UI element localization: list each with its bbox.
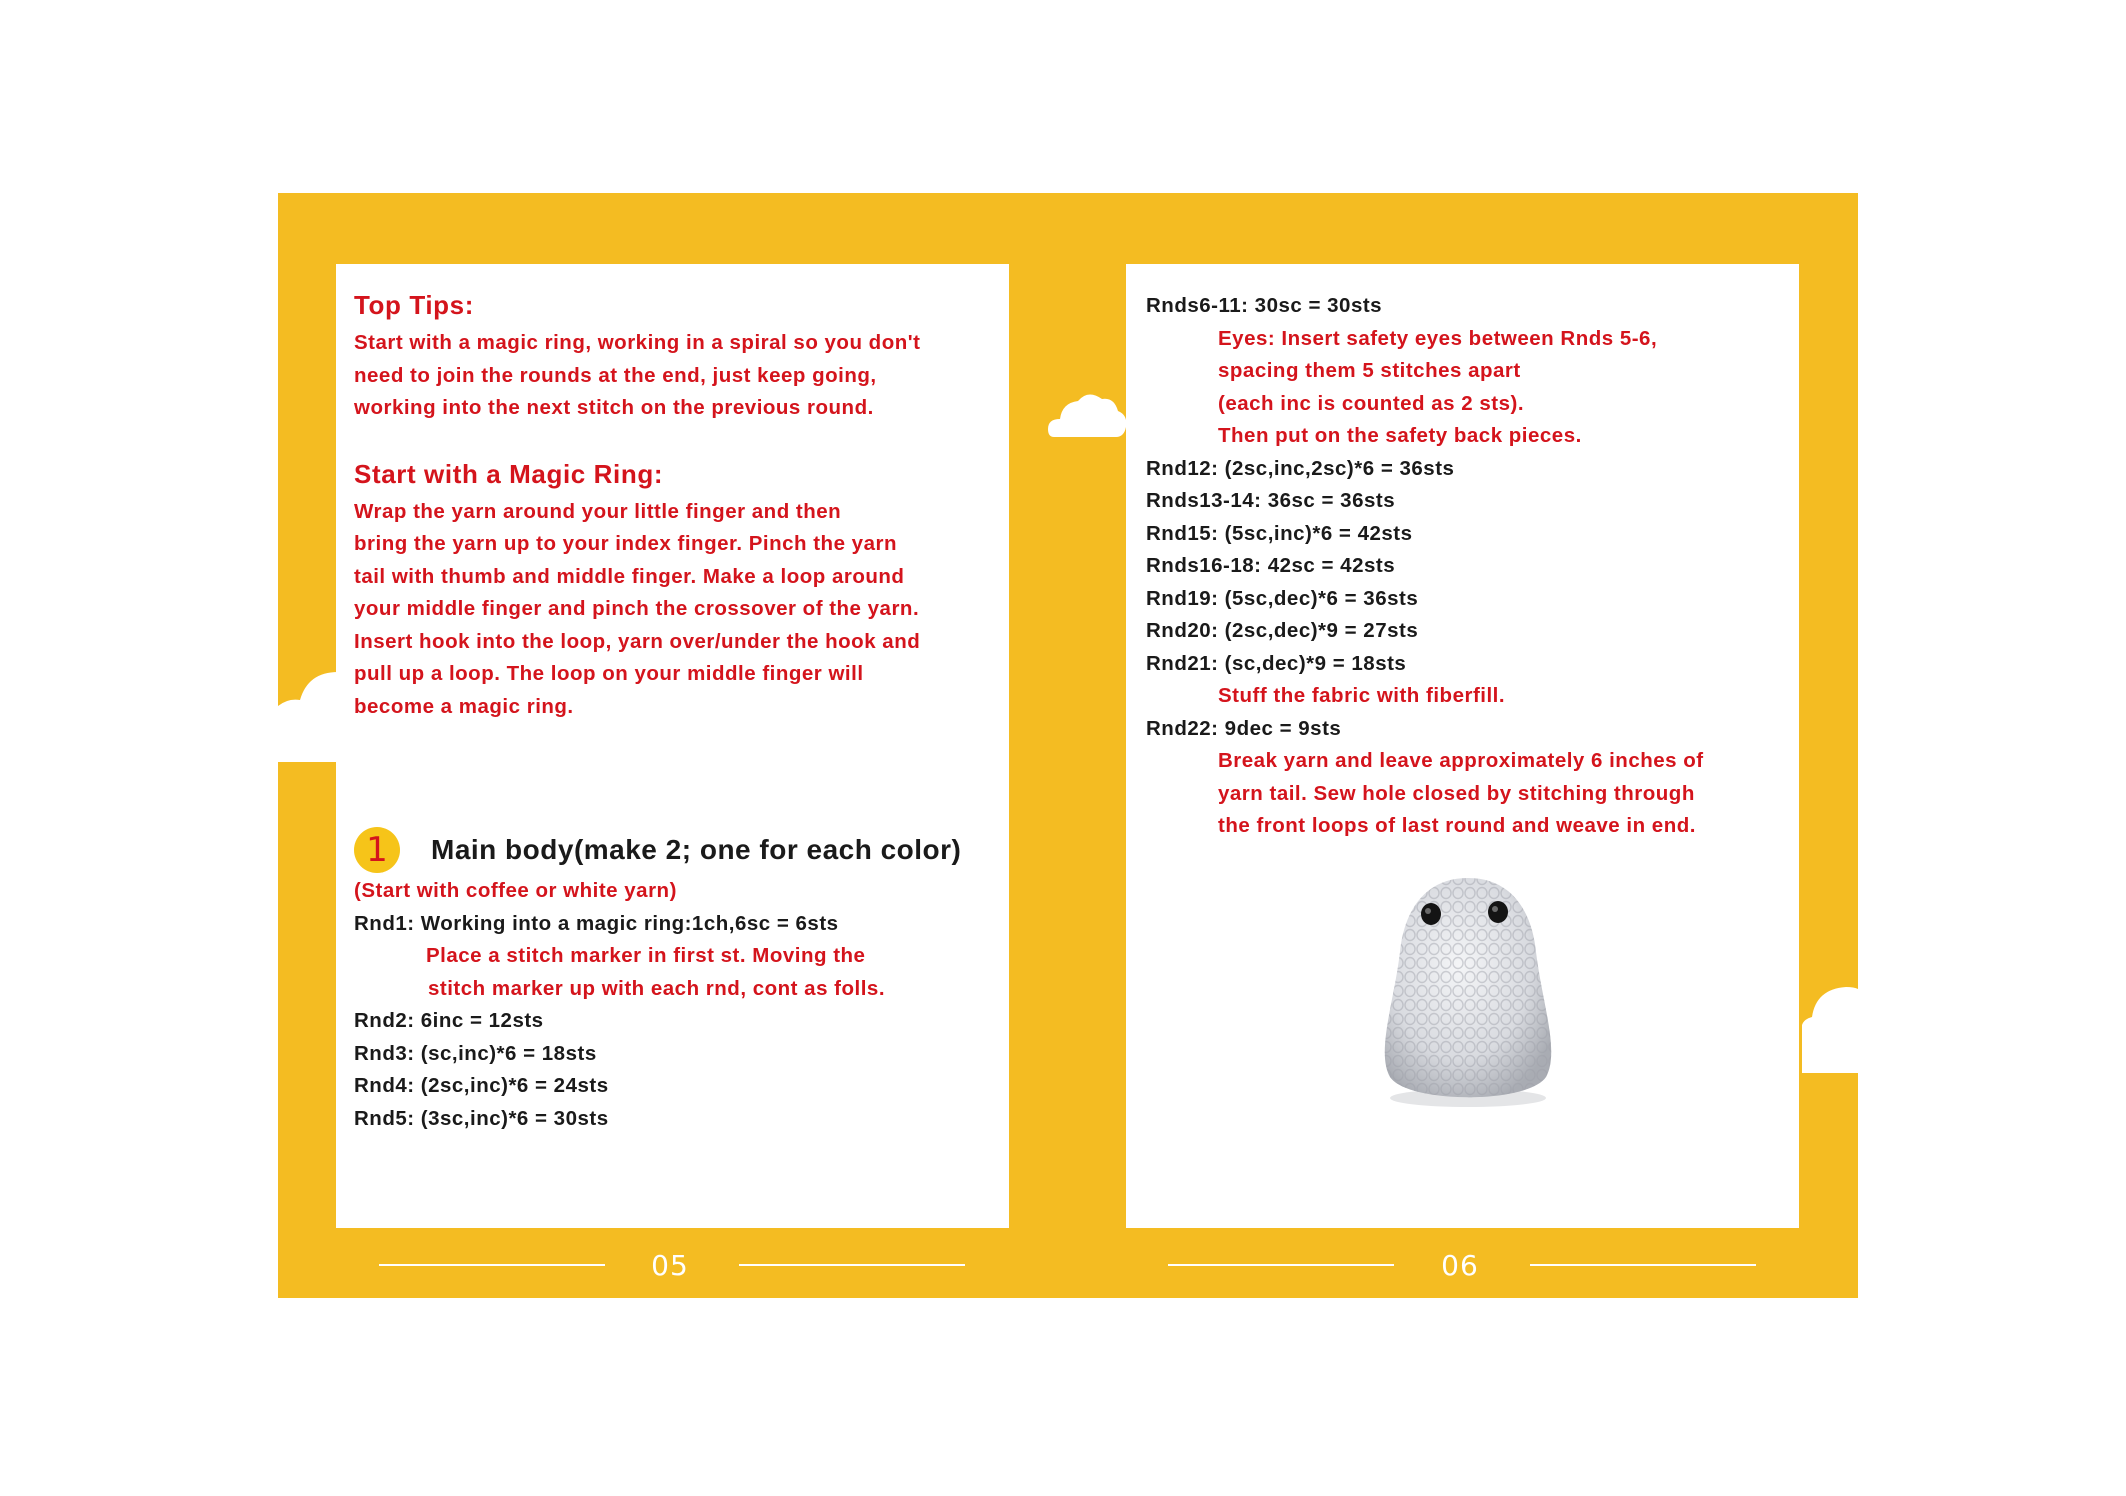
top-tips-line: Start with a magic ring, working in a spiral so you don't	[354, 331, 921, 354]
finish-instruction: the front loops of last round and weave in end.	[1218, 814, 1696, 837]
cloud-left-icon	[278, 666, 338, 762]
magic-ring-line: become a magic ring.	[354, 694, 574, 718]
book-spread	[278, 193, 1858, 1298]
cloud-right-icon	[1802, 983, 1858, 1073]
rnds13-14: Rnds13-14: 36sc = 36sts	[1146, 489, 1396, 512]
eyes-instruction: Then put on the safety back pieces.	[1218, 424, 1582, 447]
magic-ring-line: Insert hook into the loop, yarn over/under the hook and	[354, 629, 921, 653]
main-body-header	[354, 827, 991, 873]
magic-ring-section	[354, 459, 991, 724]
rnd20: Rnd20: (2sc,dec)*9 = 27sts	[1146, 619, 1419, 642]
stuff-instruction: Stuff the fabric with fiberfill.	[1218, 684, 1506, 707]
rnd19: Rnd19: (5sc,dec)*6 = 36sts	[1146, 586, 1419, 610]
main-body-title: Main body(make 2; one for each color)	[431, 834, 962, 865]
footer-divider	[1168, 1264, 1394, 1266]
rnd21: Rnd21: (sc,dec)*9 = 18sts	[1146, 651, 1407, 675]
top-tips-section	[354, 290, 991, 425]
page-number-left: 05	[651, 1249, 689, 1282]
step-number-badge: 1	[354, 827, 400, 873]
rnd1-note: stitch marker up with each rnd, cont as folls.	[428, 976, 886, 1000]
left-eye-icon	[1421, 903, 1441, 925]
finish-instruction: yarn tail. Sew hole closed by stitching through	[1218, 781, 1695, 805]
rnds16-18: Rnds16-18: 42sc = 42sts	[1146, 554, 1396, 577]
rnds6-11: Rnds6-11: 30sc = 30sts	[1146, 294, 1383, 317]
magic-ring-line: bring the yarn up to your index finger. Pinch the yarn	[354, 532, 897, 555]
footer-divider	[1530, 1264, 1756, 1266]
eyes-instruction: (each inc is counted as 2 sts).	[1218, 391, 1525, 415]
rnd2: Rnd2: 6inc = 12sts	[354, 1009, 544, 1032]
magic-ring-line: pull up a loop. The loop on your middle finger will	[354, 662, 864, 685]
crochet-ghost-image	[1368, 872, 1568, 1112]
rnd15: Rnd15: (5sc,inc)*6 = 42sts	[1146, 521, 1413, 545]
page-number-right: 06	[1441, 1249, 1479, 1282]
rnd5: Rnd5: (3sc,inc)*6 = 30sts	[354, 1106, 609, 1130]
top-tips-line: working into the next stitch on the previous round.	[354, 396, 874, 419]
rnd1: Rnd1: Working into a magic ring:1ch,6sc = 6sts	[354, 911, 839, 935]
magic-ring-line: your middle finger and pinch the crossover of the yarn.	[354, 597, 920, 620]
top-tips-heading: Top Tips:	[354, 290, 474, 320]
magic-ring-line: tail with thumb and middle finger. Make a loop around	[354, 564, 905, 588]
rnd4: Rnd4: (2sc,inc)*6 = 24sts	[354, 1074, 609, 1097]
eyes-instruction: spacing them 5 stitches apart	[1218, 359, 1521, 382]
magic-ring-heading: Start with a Magic Ring:	[354, 458, 664, 489]
magic-ring-line: Wrap the yarn around your little finger and then	[354, 499, 842, 523]
main-body-section	[354, 827, 991, 1135]
rnd3: Rnd3: (sc,inc)*6 = 18sts	[354, 1041, 597, 1065]
cloud-middle-icon	[1048, 389, 1128, 439]
left-page	[336, 264, 1009, 1228]
rnd22: Rnd22: 9dec = 9sts	[1146, 716, 1342, 740]
eyes-instruction: Eyes: Insert safety eyes between Rnds 5-6,	[1218, 326, 1658, 350]
rnd12: Rnd12: (2sc,inc,2sc)*6 = 36sts	[1146, 456, 1455, 480]
finish-instruction: Break yarn and leave approximately 6 inches of	[1218, 749, 1704, 772]
right-eye-icon	[1488, 901, 1508, 923]
rnd1-note: Place a stitch marker in first st. Moving the	[426, 944, 866, 967]
top-tips-line: need to join the rounds at the end, just keep going,	[354, 363, 877, 387]
start-note: (Start with coffee or white yarn)	[354, 879, 677, 902]
footer-divider	[379, 1264, 605, 1266]
footer-divider	[739, 1264, 965, 1266]
